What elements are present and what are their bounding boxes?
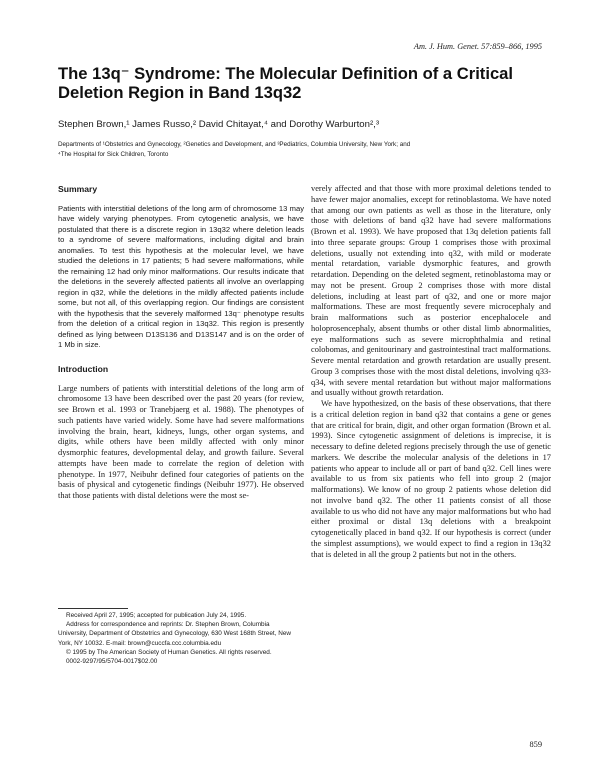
footnote-copyright: © 1995 by The American Society of Human Genetics. All rights reserved. <box>66 648 272 656</box>
article-title: The 13q⁻ Syndrome: The Molecular Definition of a Critical Deletion Region in Band 13q32 <box>58 64 514 102</box>
footnote-received: Received April 27, 1995; accepted for publication July 24, 1995. <box>66 612 247 619</box>
introduction-paragraph: Large numbers of patients with interstitial deletions of the long arm of chromosome 13 have been described over the past 20 years (for review, see Brown et al. 1993 or Tranebjaerg et al. 1988). The phenotypes of such patients have varied widely. Some have had severe malformations involving the brain, heart, kidneys, lungs, other organ systems, and digits, while others have been mildly affected with only minor dysmorphic features, developmental delay, and growth failure. Several attempts have been made to correlate the region of deletion with phenotype. In 1977, Neibuhr defined four categories of patients on the basis of physical and cytogenetic findings (Neibuhr 1977). He observed that those patients with distal deletions were the most se- <box>58 383 304 500</box>
left-column <box>58 184 304 502</box>
introduction-paragraph-continued: verely affected and that those with more proximal deletions tended to have fewer major anomalies, except for retinoblastoma. We have noted that among our own patients as well as those in the literature, only those with deletions of band q32 have had severe malformations (Brown et al. 1993). We have proposed that 13q deletion patients fall into three separate groups: Group 1 comprises those with proximal deletions, usually not extending into q32, with mild or moderate mental retardation, variable dysmorphic features, and growth retardation. Depending on the deleted segment, retinoblastoma may or may not be present. Group 2 comprises those with more distal deletions, including at least part of q32, and one or more major malformations. These are most frequently severe microcephaly and brain malformations such as posterior encephalocele and holoprosencephaly, absent thumbs or other distal limb abnormalities, eye malformations such as severe microphthalmia and retinal colobomas, and genitourinary and gastrointestinal tract malformations. Severe mental retardation and growth retardation are usually present. Group 3 comprises those with the most distal deletions, involving q33-q34, with severe mental retardation but without major malformations and usually without growth retardation. <box>311 184 551 398</box>
affiliation-line: ⁴The Hospital for Sick Children, Toronto <box>58 151 169 158</box>
journal-citation: Am. J. Hum. Genet. 57:859–866, 1995 <box>413 42 542 51</box>
right-column <box>311 184 551 560</box>
hypothesis-paragraph: We have hypothesized, on the basis of these observations, that there is a critical deletion region in band q32 that contains a gene or genes that are critical for brain, digit, and other organ formation (Brown et al. 1993). Since cytogenetic assignment of deletions is imprecise, it is necessary to define deleted regions precisely through the use of genetic markers. We describe the molecular analysis of the deletions in 17 patients who appear to include all or part of band q32. Cell lines were available to us from six patients who fell into group 2 (major malformations). We know of no group 2 patients whose deletion did not involve band q32. The other 11 patients consist of all those available to us who did not have any major malformations but who had either proximal or distal 13q deletions with a breakpoint cytogenetically placed in band q32. If our hypothesis is correct (under the simplest assumptions), we would expect to find a region in 13q32 that is deleted in all the group 2 patients but not in the others. <box>311 399 551 559</box>
footnotes <box>58 611 300 666</box>
affiliations <box>58 140 558 160</box>
summary-text: Patients with interstitial deletions of the long arm of chromosome 13 may have widely varying phenotypes. From cytogenetic analysis, we have postulated that there is a discrete region in 13q32 where deletion leads to a syndrome of severe malformations, including digital and brain anomalies. To test this hypothesis at the molecular level, we have studied the deletions in 17 patients; 5 had severe malformations, while the remaining 12 had only minor malformations. Our results indicate that the deletions in the severely affected patients all involve an overlapping region in q32, while the deletions in the mildly affected patients include some, but not all, of this overlapping region. Our findings are consistent with the hypothesis that the severely malformed 13q⁻ phenotype results from the deletion of a critical region in 13q32. This region is presently defined as lying between D13S136 and D13S147 and is on the order of 1 Mb in size. <box>58 203 304 350</box>
footnote-divider <box>58 608 128 609</box>
introduction-heading: Introduction <box>58 363 109 374</box>
summary-section <box>58 204 304 351</box>
affiliation-line: Departments of ¹Obstetrics and Gynecology, ²Genetics and Development, and ³Pediatrics, Columbia University, New York; and <box>58 141 411 148</box>
footnote-correspondence: Address for correspondence and reprints: Dr. Stephen Brown, Columbia University, Department of Obstetrics and Gynecology, 630 West 168th Street, New York, NY 10032. E-mail: brown@cuccfa.ccc.columbia.edu <box>58 621 292 647</box>
author-list: Stephen Brown,¹ James Russo,² David Chitayat,⁴ and Dorothy Warburton²,³ <box>58 119 380 130</box>
page-number: 859 <box>529 740 542 749</box>
summary-heading: Summary <box>58 184 98 194</box>
footnote-issn: 0002-9297/95/5704-0017$02.00 <box>66 658 158 666</box>
